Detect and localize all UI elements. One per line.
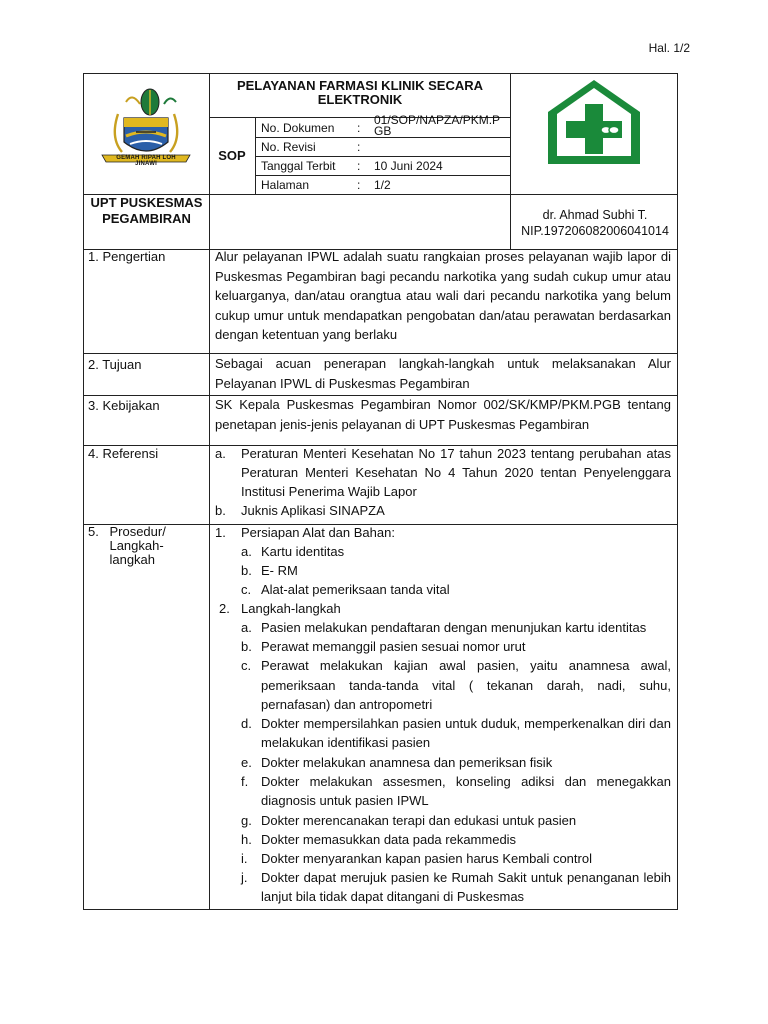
section-label-referensi: 4. Referensi <box>88 446 159 461</box>
issue-date-value: 10 Juni 2024 <box>374 159 443 173</box>
organization-name: UPT PUSKESMAS PEGAMBIRAN <box>90 195 203 226</box>
prosedur-group2-title: Langkah-langkah <box>241 601 341 616</box>
signer-block <box>512 207 678 239</box>
section-label-prosedur: 5. Prosedur/ Langkah- langkah <box>88 525 168 567</box>
step-marker-e: e. <box>241 755 252 770</box>
step-item-f: Dokter melakukan assesmen, konseling adiksi dan menegakkan diagnosis untuk pasien IPWL <box>261 774 671 808</box>
referensi-marker-a: a. <box>215 446 226 461</box>
prosedur-group1-marker: 1. <box>215 525 226 540</box>
step-marker-b: b. <box>241 639 252 654</box>
prep-item-b: E- RM <box>261 563 298 578</box>
sop-label: SOP <box>218 148 246 163</box>
revision-label: No. Revisi <box>261 140 316 154</box>
puskesmas-logo-icon <box>542 76 646 170</box>
page-sep: : <box>357 178 361 192</box>
label-column-line <box>209 74 210 909</box>
page-value: 1/2 <box>374 178 391 192</box>
prep-marker-b: b. <box>241 563 252 578</box>
prep-item-c: Alat-alat pemeriksaan tanda vital <box>261 582 450 597</box>
sop-column-line <box>255 117 256 194</box>
page-number: Hal. 1/2 <box>648 41 690 55</box>
step-marker-c: c. <box>241 658 252 673</box>
step-item-i: Dokter menyarankan kapan pasien harus Kembali control <box>261 851 592 866</box>
sop-document <box>83 73 678 910</box>
step-marker-h: h. <box>241 832 252 847</box>
step-marker-a: a. <box>241 620 252 635</box>
step-item-j: Dokter dapat merujuk pasien ke Rumah Sakit untuk penanganan lebih lanjut bila tidak dapat ditangani di Puskesmas <box>261 870 671 904</box>
row-line-3 <box>255 175 510 176</box>
section-text-pengertian: Alur pelayanan IPWL adalah suatu rangkaian proses pelayanan wajib lapor di Puskesmas Pegambiran bagi pecandu narkotika yang sudah cukup umur atau keluarganya, dan/atau orangtua atau wali dari pecandu narkotika yang belum cukup umur untuk mendapatkan pengobatan dan/atau perawatan berdasarkan dengan ketentuan yang berlaku <box>215 249 671 342</box>
step-item-b: Perawat memanggil pasien sesuai nomor urut <box>261 639 526 654</box>
row-line-2 <box>255 156 510 157</box>
doc-number-label: No. Dokumen <box>261 121 335 135</box>
prosedur-group2-marker: 2. <box>219 601 230 616</box>
prep-marker-a: a. <box>241 544 252 559</box>
section-label-tujuan: 2. Tujuan <box>88 357 142 372</box>
issue-date-label: Tanggal Terbit <box>261 159 336 173</box>
referensi-item-a: Peraturan Menteri Kesehatan No 17 tahun 2023 tentang perubahan atas Peraturan Menteri Kesehatan No 4 Tahun 2020 tentan Penyelenggara Institusi Penerima Wajib Lapor <box>241 446 671 499</box>
doc-number-sep: : <box>357 121 361 135</box>
step-item-a: Pasien melakukan pendaftaran dengan menunjukan kartu identitas <box>261 620 647 635</box>
referensi-item-b: Juknis Aplikasi SINAPZA <box>241 503 385 518</box>
step-marker-d: d. <box>241 716 252 731</box>
step-item-e: Dokter melakukan anamnesa dan pemeriksan fisik <box>261 755 553 770</box>
step-item-c: Perawat melakukan kajian awal pasien, yaitu anamnesa awal, pemeriksaan tanda-tanda vital ( tekanan darah, nadi, suhu, pernafasan) dan antropometri <box>261 658 671 712</box>
section-text-kebijakan: SK Kepala Puskesmas Pegambiran Nomor 002/SK/KMP/PKM.PGB tentang penetapan jenis-jenis pelayanan di UPT Puskesmas Pegambiran <box>215 397 671 432</box>
step-item-h: Dokter memasukkan data pada rekammedis <box>261 832 517 847</box>
logo-column-line <box>510 74 511 249</box>
signer-nip: NIP.197206082006041014 <box>521 224 669 238</box>
step-item-d: Dokter mempersilahkan pasien untuk duduk, memperkenalkan diri dan melakukan identifikasi pasien <box>261 716 671 750</box>
document-title: PELAYANAN FARMASI KLINIK SECARA ELEKTRONIK <box>236 78 484 107</box>
prep-item-a: Kartu identitas <box>261 544 345 559</box>
emblem-motto: GEMAH RIPAH LOH JINAWI <box>116 155 176 167</box>
prosedur-group1-title: Persiapan Alat dan Bahan: <box>241 525 395 540</box>
step-item-g: Dokter merencanakan terapi dan edukasi untuk pasien <box>261 813 577 828</box>
signer-name: dr. Ahmad Subhi T. <box>542 208 648 222</box>
section-text-tujuan: Sebagai acuan penerapan langkah-langkah untuk melaksanakan Alur Pelayanan IPWL di Puskesmas Pegambiran <box>215 356 671 391</box>
section-label-pengertian: 1. Pengertian <box>88 249 166 264</box>
section-label-kebijakan: 3. Kebijakan <box>88 398 160 413</box>
prep-marker-c: c. <box>241 582 252 597</box>
revision-sep: : <box>357 140 361 154</box>
step-marker-f: f. <box>241 774 249 789</box>
referensi-marker-b: b. <box>215 503 226 518</box>
step-marker-i: i. <box>241 851 248 866</box>
page-label: Halaman <box>261 178 310 192</box>
step-marker-g: g. <box>241 813 252 828</box>
doc-number-value: 01/SOP/NAPZA/PKM.PGB <box>374 113 501 138</box>
issue-date-sep: : <box>357 159 361 173</box>
prosedur-label-text: Prosedur/ Langkah- langkah <box>109 524 166 567</box>
step-marker-j: j. <box>241 870 248 885</box>
